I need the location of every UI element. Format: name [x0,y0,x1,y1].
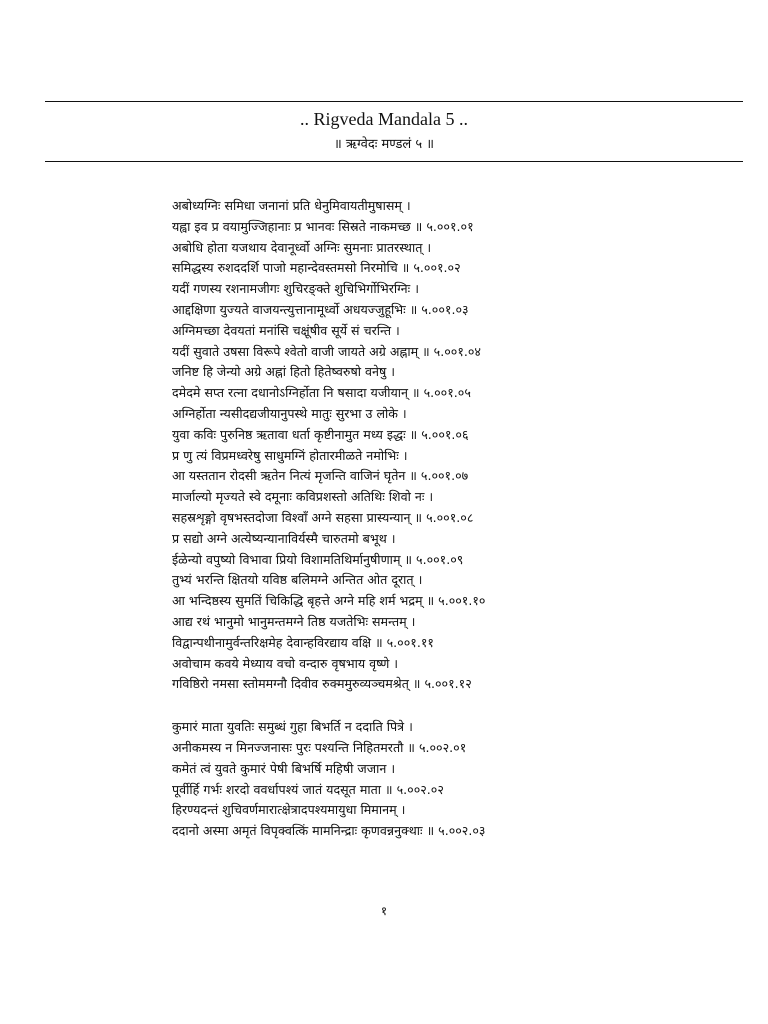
page-number: १ [380,904,388,918]
verse-line: जनिष्ट हि जेन्यो अग्रे अह्नां हितो हितेष्वरुषो वनेषु । [172,364,396,380]
verse-line: कमेतं त्वं युवते कुमारं पेषी बिभर्षि महिषी जजान । [172,760,396,776]
verse-line: पूर्वीर्हि गर्भः शरदो ववर्धापश्यं जातं यदसूत माता ॥ ५.००२.०२ [172,781,444,797]
verse-line: अग्निर्होता न्यसीदद्यजीयानुपस्थे मातुः सुरभा उ लोके । [172,405,407,421]
verse-line: सहस्रशृङ्गो वृषभस्तदोजा विश्वाँ अग्ने सहसा प्रास्यन्यान् ॥ ५.००१.०८ [172,509,474,525]
verse-line: प्र सद्यो अग्ने अत्येष्यन्यानाविर्यस्मै चारुतमो बभूथ । [172,530,396,546]
verse-line: समिद्धस्य रुशददर्शि पाजो महान्देवस्तमसो निरमोचि ॥ ५.००१.०२ [172,260,461,276]
verse-line: यदीं सुवाते उषसा विरूपे श्वेतो वाजी जायते अग्रे अह्नाम् ॥ ५.००१.०४ [172,343,481,359]
verse-line: हिरण्यदन्तं शुचिवर्णमारात्क्षेत्रादपश्यमायुधा मिमानम् । [172,802,406,818]
top-rule [45,101,743,102]
verse-line: ददानो अस्मा अमृतं विपृक्वत्किं मामनिन्द्राः कृणवन्ननुक्थाः ॥ ५.००२.०३ [172,823,486,839]
verse-line: मार्जाल्यो मृज्यते स्वे दमूनाः कविप्रशस्तो अतिथिः शिवो नः । [172,489,434,505]
page-title-english: .. Rigveda Mandala 5 .. [300,109,468,129]
verse-line: ईळेन्यो वपुष्यो विभावा प्रियो विशामतिथिर्मानुषीणाम् ॥ ५.००१.०९ [172,551,464,567]
verse-line: गविष्ठिरो नमसा स्तोममग्नौ दिवीव रुक्ममुरुव्यञ्चमश्रेत् ॥ ५.००१.१२ [172,676,472,692]
verse-line: यह्वा इव प्र वयामुज्जिहानाः प्र भानवः सिस्रते नाकमच्छ ॥ ५.००१.०१ [172,218,474,234]
verse-line: अग्निमच्छा देवयतां मनांसि चक्षूंषीव सूर्ये सं चरन्ति । [172,322,400,338]
verse-line: युवा कविः पुरुनिष्ठ ऋतावा धर्ता कृष्टीनामुत मध्य इद्धः ॥ ५.००१.०६ [172,426,469,442]
verse-line: यदीं गणस्य रशनामजीगः शुचिरङ्क्ते शुचिभिर्गोभिरग्निः । [172,281,419,297]
verse-line: आ यस्ततान रोदसी ऋतेन नित्यं मृजन्ति वाजिनं घृतेन ॥ ५.००१.०७ [172,468,469,484]
verse-line: अवोचाम कवये मेध्याय वचो वन्दारु वृषभाय वृष्णे । [172,655,399,671]
bottom-rule [45,161,743,162]
verse-line: तुभ्यं भरन्ति क्षितयो यविष्ठ बलिमग्ने अन्तित ओत दूरात् । [172,572,423,588]
verse-line: दमेदमे सप्त रत्ना दधानोऽग्निर्होता नि षसादा यजीयान् ॥ ५.००१.०५ [172,385,471,401]
verse-line: कुमारं माता युवतिः समुब्धं गुहा बिभर्ति न ददाति पित्रे । [172,719,413,735]
verse-line: विद्वान्पथीनामुर्वन्तरिक्षमेह देवान्हविरद्याय वक्षि ॥ ५.००१.११ [172,634,434,650]
page-title-sanskrit: ॥ ऋग्वेदः मण्डलं ५ ॥ [333,137,435,152]
verse-line: आ भन्दिष्ठस्य सुमतिं चिकिद्धि बृहत्ते अग्ने महि शर्म भद्रम् ॥ ५.००१.१० [172,593,486,609]
verse-text [172,196,768,842]
verse-line: आद्दक्षिणा युज्यते वाजयन्त्युत्तानामूर्ध्वो अधयज्जुहूभिः ॥ ५.००१.०३ [172,301,469,317]
verse-line: अबोधि होता यजथाय देवानूर्ध्वो अग्निः सुमनाः प्रातरस्थात् । [172,239,432,255]
verse-line: आद्य रथं भानुमो भानुमन्तमग्ने तिष्ठ यजतेभिः समन्तम् । [172,613,416,629]
verse-line: प्र णु त्यं विप्रमध्वरेषु साधुमग्निं होतारमीळते नमोभिः । [172,447,408,463]
stanza-gap [172,695,768,717]
verse-line: अनीकमस्य न मिनज्जनासः पुरः पश्यन्ति निहितमरतौ ॥ ५.००२.०१ [172,739,467,755]
verse-line: अबोध्यग्निः समिधा जनानां प्रति धेनुमिवायतीमुषासम् । [172,198,411,213]
